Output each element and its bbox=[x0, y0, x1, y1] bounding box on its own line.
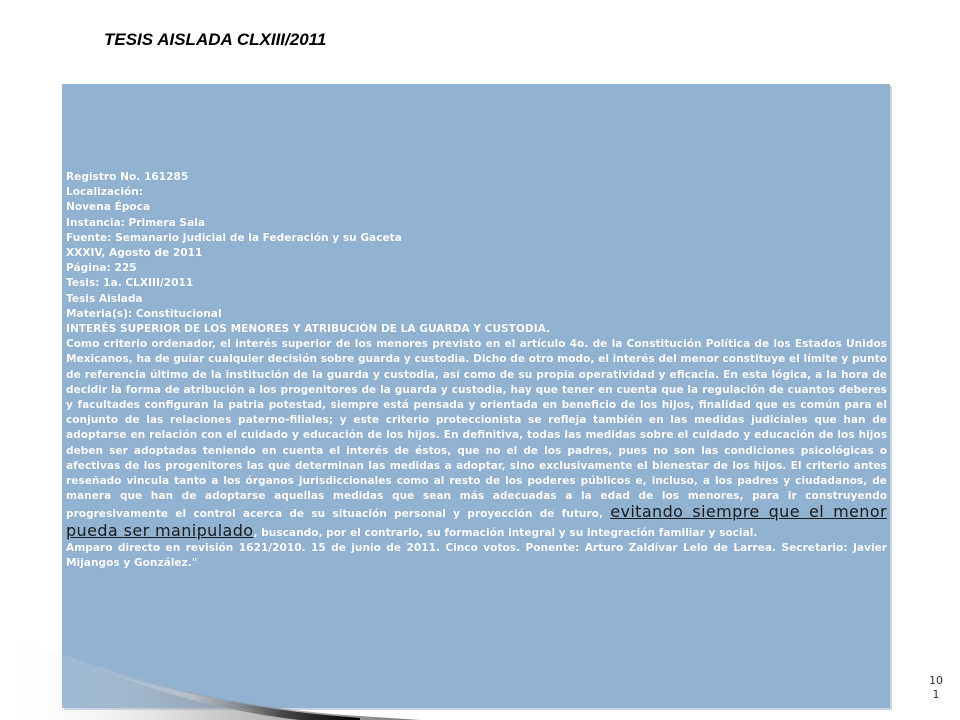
thesis-body bbox=[66, 337, 887, 541]
thesis-type: Tesis Aislada bbox=[66, 292, 143, 305]
thesis-text bbox=[66, 170, 887, 571]
page-ref: Página: 225 bbox=[66, 262, 137, 275]
registry-number: Registro No. 161285 bbox=[66, 171, 189, 183]
thesis-id: Tesis: 1a. CLXIII/2011 bbox=[66, 277, 194, 290]
thesis-heading: INTERÉS SUPERIOR DE LOS MENORES Y ATRIBUCIÓN DE LA GUARDA Y CUSTODIA. bbox=[66, 323, 551, 336]
location-label: Localización: bbox=[66, 186, 144, 199]
source: Fuente: Semanario Judicial de la Federación y su Gaceta bbox=[66, 231, 402, 244]
citation: Amparo directo en revisión 1621/2010. 15 de junio de 2011. Cinco votos. Ponente: Arturo Zaldívar Lelo de Larrea. Secretario: Javier Mijangos y González." bbox=[66, 541, 887, 570]
instance: Instancia: Primera Sala bbox=[66, 216, 205, 229]
thesis-body-emphasis: evitando siempre que el menor pueda ser manipulado bbox=[66, 502, 888, 540]
subject-matter: Materia(s): Constitucional bbox=[66, 307, 222, 320]
decorative-swoosh bbox=[0, 600, 420, 720]
epoch: Novena Época bbox=[66, 201, 151, 214]
thesis-body-part1: Como criterio ordenador, el interés superior de los menores previsto en el artículo 4o. de la Constitución Política de los Estados Unidos Mexicanos, ha de guiar cualquier decisión sobre guarda y custodia. Dicho de otro modo, el interés del menor constituye el límite y punto de referencia último de la institución de la guarda y custodia, así como de su propia operatividad y eficacia. En esta lógica, a la hora de decidir la forma de atribución a los progenitores de la guarda y custodia, hay que tener en cuenta que la regulación de cuantos deberes y facultades configuran la patria potestad, siempre está pensada y orientada en beneficio de los hijos, finalidad que es común para el conjunto de las relaciones paterno-filiales; y este criterio proteccionista se refleja también en las medidas judiciales que han de adoptarse en relación con el cuidado y educación de los hijos. En definitiva, todas las medidas sobre el cuidado y educación de los hijos deben ser adoptadas teniendo en cuenta el interés de éstos, que no el de los padres, pues no son las condiciones psicológicas o afectivas de los progenitores las que determinan las medidas a adoptar, sino exclusivamente el bienestar de los hijos. El criterio antes reseñado vincula tanto a los órganos jurisdiccionales como al resto de los poderes públicos e, incluso, a los padres y ciudadanos, de manera que han de adoptarse aquellas medidas que sean más adecuadas a la edad de los menores, para ir construyendo progresivamente el control acerca de su situación personal y proyección de futuro, bbox=[66, 338, 887, 521]
thesis-body-part2: , buscando, por el contrario, su formación integral y su integración familiar y social. bbox=[253, 526, 758, 539]
slide-title: TESIS AISLADA CLXIII/2011 bbox=[104, 30, 327, 49]
page-number bbox=[924, 674, 948, 702]
page-number-text: 10 1 bbox=[929, 674, 943, 701]
volume-date: XXXIV, Agosto de 2011 bbox=[66, 247, 203, 260]
